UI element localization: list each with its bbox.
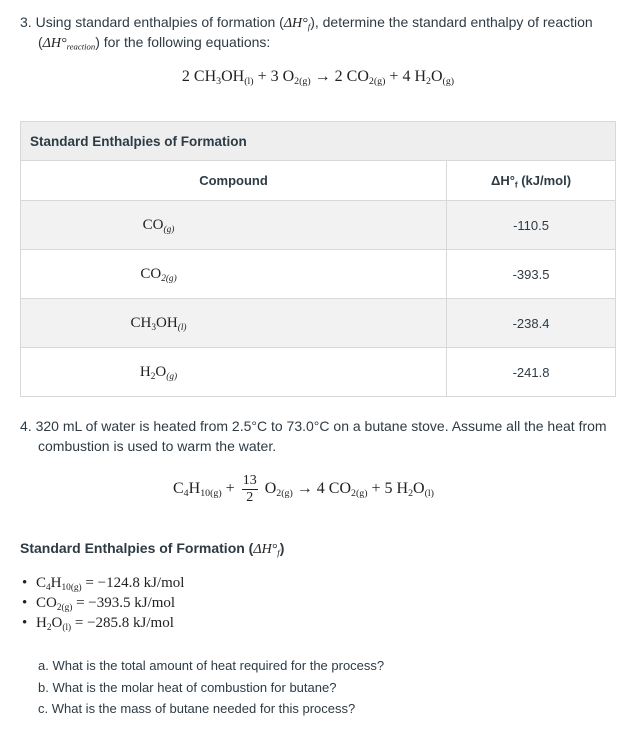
part-c: c. What is the mass of butane needed for this process? [38,701,356,716]
question-3-line-1 [20,12,593,34]
question-parts [38,655,384,720]
question-4-line-1 [20,416,607,436]
question-4-text: 320 mL of water is heated from 2.5°C to 73.0°C on a butane stove. Assume all the heat from [35,418,607,434]
enthalpy-table [20,121,616,397]
question-3-number: 3. [20,14,32,30]
compound-cell: $H_2O_{(g)}$ [21,348,447,397]
question-4-line-2: combustion is used to warm the water. [38,438,277,454]
value-cell: -241.8 [447,348,616,397]
question-3-line-2-text: ) for the following equations: [95,34,271,50]
compound-cell: $CO_{(g)}$ [21,201,447,250]
value-cell: -238.4 [447,299,616,348]
compound-cell: $CH_3OH_{(l)}$ [21,299,447,348]
table-row [21,250,616,299]
question-3-text-after: ), determine the standard enthalpy of reaction [310,14,593,30]
list-item: • $H_2O_{(l)} = -285.8$ kJ/mol [22,615,174,633]
column-header-value: $\Delta H^\circ_f$ (kJ/mol) [447,161,616,201]
list-item: • $C_4H_{10(g)} = -124.8$ kJ/mol [22,575,185,593]
table-title: Standard Enthalpies of Formation [21,122,616,161]
fraction-13-2: $\frac{13}{2}$ [242,473,257,505]
enthalpy-list [22,573,184,633]
part-a: a. What is the total amount of heat required for the process? [38,658,385,673]
table-row [21,201,616,250]
question-3-line-2: $(\Delta H^\circ_{reaction})$ for the following equations: [38,34,271,52]
delta-hf-symbol: $\Delta H^\circ_f$ [283,16,311,32]
list-item: • $CO_{2(g)} = -393.5$ kJ/mol [22,595,176,613]
part-b: b. What is the molar heat of combustion for butane? [38,679,337,695]
value-cell: -393.5 [447,250,616,299]
column-header-compound: Compound [21,161,447,201]
question-4-number: 4. [20,418,32,434]
compound-cell: $CO_{2(g)}$ [21,250,447,299]
delta-h-reaction-symbol: $\Delta H^\circ_{reaction}$ [42,36,96,52]
table-row [21,299,616,348]
combustion-equation: $C_4H_{10(g)}$ + $\frac{13}{2}$ $O_{2(g)} \to 4$ $CO_{2(g)} + 5$ $H_2O_{(l)}$ [173,473,434,505]
question-3-text-before: Using standard enthalpies of formation ( [35,14,284,30]
table-row [21,348,616,397]
reaction-equation-3: 2 $CH_3OH_{(l)} + 3$ $O_{2(g)} \to 2$ $CO_{2(g)} + 4$ $H_2O_{(g)}$ [181,68,455,87]
value-cell: -110.5 [447,201,616,250]
enthalpy-subheading: Standard Enthalpies of Formation $(\Delta H^\circ_f)$ [20,540,285,558]
